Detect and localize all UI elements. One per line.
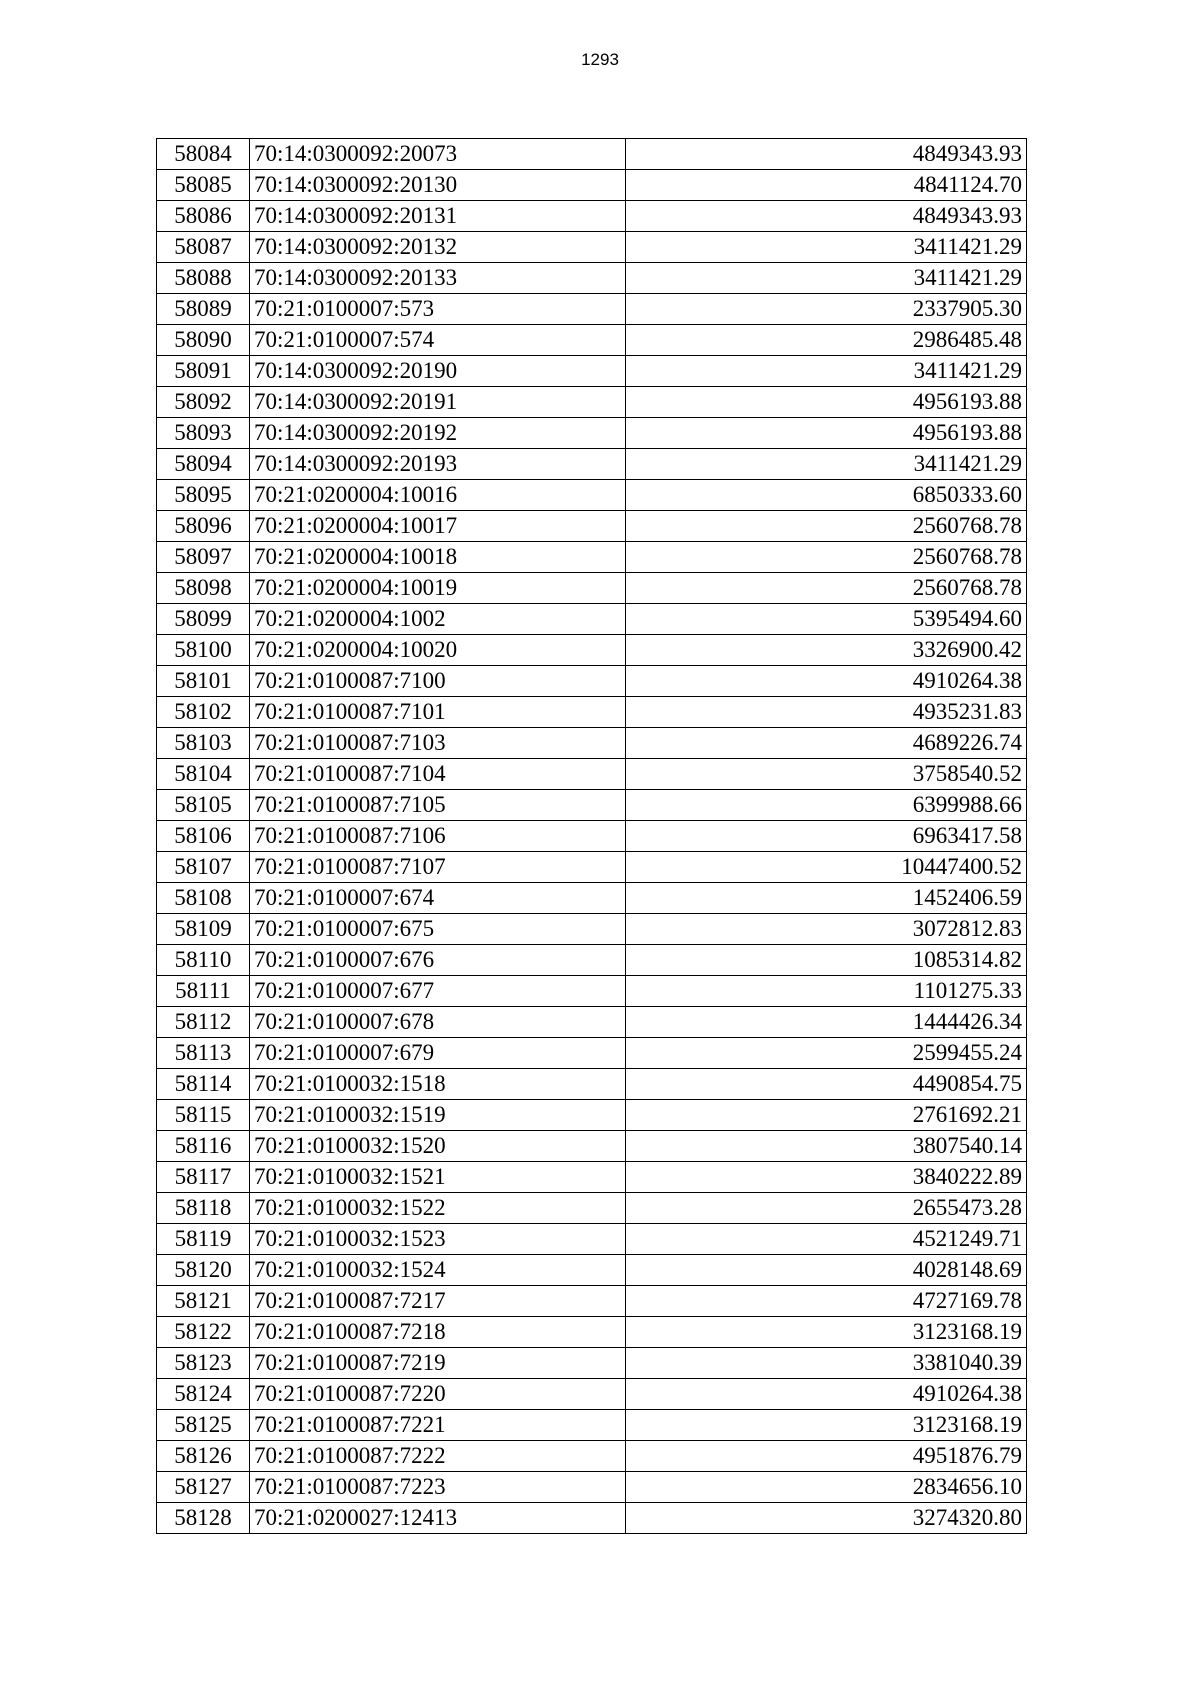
row-number-cell: 58100 — [157, 635, 250, 666]
row-number-cell: 58124 — [157, 1379, 250, 1410]
cadastral-number-cell: 70:21:0100007:573 — [250, 294, 626, 325]
row-number-cell: 58114 — [157, 1069, 250, 1100]
cadastral-value-cell: 3840222.89 — [626, 1162, 1027, 1193]
table-row — [157, 945, 1027, 976]
cadastral-value-cell: 2560768.78 — [626, 542, 1027, 573]
table-row — [157, 201, 1027, 232]
table-row — [157, 914, 1027, 945]
row-number-cell: 58103 — [157, 728, 250, 759]
row-number-cell: 58110 — [157, 945, 250, 976]
cadastral-value-cell: 3411421.29 — [626, 356, 1027, 387]
cadastral-value-cell: 3411421.29 — [626, 449, 1027, 480]
table-row — [157, 1069, 1027, 1100]
cadastral-value-cell: 2655473.28 — [626, 1193, 1027, 1224]
table-row — [157, 263, 1027, 294]
cadastral-number-cell: 70:21:0100032:1518 — [250, 1069, 626, 1100]
table-row — [157, 449, 1027, 480]
cadastral-number-cell: 70:21:0100032:1519 — [250, 1100, 626, 1131]
row-number-cell: 58119 — [157, 1224, 250, 1255]
table-row — [157, 1503, 1027, 1534]
cadastral-value-cell: 3411421.29 — [626, 263, 1027, 294]
cadastral-number-cell: 70:21:0100007:675 — [250, 914, 626, 945]
cadastral-number-cell: 70:14:0300092:20192 — [250, 418, 626, 449]
row-number-cell: 58099 — [157, 604, 250, 635]
cadastral-number-cell: 70:14:0300092:20191 — [250, 387, 626, 418]
row-number-cell: 58098 — [157, 573, 250, 604]
row-number-cell: 58088 — [157, 263, 250, 294]
cadastral-value-cell: 4028148.69 — [626, 1255, 1027, 1286]
table-row — [157, 325, 1027, 356]
cadastral-value-cell: 4521249.71 — [626, 1224, 1027, 1255]
cadastral-value-cell: 5395494.60 — [626, 604, 1027, 635]
table-row — [157, 1038, 1027, 1069]
cadastral-value-cell: 3123168.19 — [626, 1410, 1027, 1441]
cadastral-number-cell: 70:21:0100087:7218 — [250, 1317, 626, 1348]
table-row — [157, 666, 1027, 697]
cadastral-value-cell: 3381040.39 — [626, 1348, 1027, 1379]
row-number-cell: 58096 — [157, 511, 250, 542]
cadastral-number-cell: 70:21:0100087:7100 — [250, 666, 626, 697]
table-row — [157, 573, 1027, 604]
cadastral-number-cell: 70:21:0100087:7220 — [250, 1379, 626, 1410]
row-number-cell: 58111 — [157, 976, 250, 1007]
cadastral-number-cell: 70:21:0100087:7105 — [250, 790, 626, 821]
cadastral-value-table — [156, 138, 1027, 1534]
cadastral-value-cell: 2834656.10 — [626, 1472, 1027, 1503]
table-row — [157, 1317, 1027, 1348]
table-row — [157, 1193, 1027, 1224]
page-number: 1293 — [581, 50, 619, 69]
row-number-cell: 58093 — [157, 418, 250, 449]
table-row — [157, 139, 1027, 170]
cadastral-number-cell: 70:21:0100087:7103 — [250, 728, 626, 759]
cadastral-value-cell: 4689226.74 — [626, 728, 1027, 759]
table-row — [157, 728, 1027, 759]
cadastral-number-cell: 70:14:0300092:20133 — [250, 263, 626, 294]
table-row — [157, 1441, 1027, 1472]
row-number-cell: 58122 — [157, 1317, 250, 1348]
cadastral-value-cell: 3326900.42 — [626, 635, 1027, 666]
row-number-cell: 58105 — [157, 790, 250, 821]
row-number-cell: 58115 — [157, 1100, 250, 1131]
cadastral-value-cell: 4956193.88 — [626, 418, 1027, 449]
cadastral-number-cell: 70:21:0200004:10017 — [250, 511, 626, 542]
table-row — [157, 1410, 1027, 1441]
row-number-cell: 58108 — [157, 883, 250, 914]
table-row — [157, 697, 1027, 728]
cadastral-value-cell: 6399988.66 — [626, 790, 1027, 821]
table-row — [157, 1131, 1027, 1162]
table-row — [157, 1472, 1027, 1503]
table-body — [157, 139, 1027, 1534]
row-number-cell: 58092 — [157, 387, 250, 418]
cadastral-number-cell: 70:21:0100087:7222 — [250, 1441, 626, 1472]
cadastral-number-cell: 70:21:0100007:674 — [250, 883, 626, 914]
table-row — [157, 1162, 1027, 1193]
cadastral-value-cell: 1101275.33 — [626, 976, 1027, 1007]
cadastral-value-cell: 3274320.80 — [626, 1503, 1027, 1534]
cadastral-value-cell: 4951876.79 — [626, 1441, 1027, 1472]
cadastral-number-cell: 70:21:0200027:12413 — [250, 1503, 626, 1534]
cadastral-number-cell: 70:21:0100087:7223 — [250, 1472, 626, 1503]
row-number-cell: 58128 — [157, 1503, 250, 1534]
cadastral-value-cell: 3807540.14 — [626, 1131, 1027, 1162]
cadastral-number-cell: 70:14:0300092:20132 — [250, 232, 626, 263]
cadastral-number-cell: 70:14:0300092:20130 — [250, 170, 626, 201]
row-number-cell: 58101 — [157, 666, 250, 697]
row-number-cell: 58121 — [157, 1286, 250, 1317]
row-number-cell: 58113 — [157, 1038, 250, 1069]
cadastral-number-cell: 70:21:0100087:7101 — [250, 697, 626, 728]
cadastral-number-cell: 70:21:0100087:7219 — [250, 1348, 626, 1379]
table-row — [157, 852, 1027, 883]
row-number-cell: 58109 — [157, 914, 250, 945]
row-number-cell: 58086 — [157, 201, 250, 232]
cadastral-value-cell: 4727169.78 — [626, 1286, 1027, 1317]
cadastral-value-cell: 4956193.88 — [626, 387, 1027, 418]
table-row — [157, 356, 1027, 387]
table-row — [157, 883, 1027, 914]
cadastral-number-cell: 70:21:0100087:7221 — [250, 1410, 626, 1441]
table-row — [157, 1007, 1027, 1038]
row-number-cell: 58127 — [157, 1472, 250, 1503]
cadastral-value-cell: 1085314.82 — [626, 945, 1027, 976]
cadastral-value-cell: 2560768.78 — [626, 573, 1027, 604]
cadastral-value-cell: 2599455.24 — [626, 1038, 1027, 1069]
cadastral-number-cell: 70:21:0100007:677 — [250, 976, 626, 1007]
table-row — [157, 1255, 1027, 1286]
table-row — [157, 821, 1027, 852]
table-row — [157, 976, 1027, 1007]
cadastral-number-cell: 70:21:0100032:1520 — [250, 1131, 626, 1162]
row-number-cell: 58104 — [157, 759, 250, 790]
cadastral-number-cell: 70:21:0100032:1523 — [250, 1224, 626, 1255]
cadastral-value-cell: 3123168.19 — [626, 1317, 1027, 1348]
cadastral-value-cell: 4935231.83 — [626, 697, 1027, 728]
table-row — [157, 1348, 1027, 1379]
cadastral-value-cell: 6963417.58 — [626, 821, 1027, 852]
row-number-cell: 58097 — [157, 542, 250, 573]
cadastral-number-cell: 70:21:0200004:1002 — [250, 604, 626, 635]
cadastral-number-cell: 70:21:0100087:7104 — [250, 759, 626, 790]
row-number-cell: 58095 — [157, 480, 250, 511]
cadastral-number-cell: 70:14:0300092:20073 — [250, 139, 626, 170]
cadastral-value-cell: 4910264.38 — [626, 666, 1027, 697]
table-row — [157, 542, 1027, 573]
table-row — [157, 170, 1027, 201]
cadastral-number-cell: 70:21:0100007:679 — [250, 1038, 626, 1069]
row-number-cell: 58118 — [157, 1193, 250, 1224]
cadastral-number-cell: 70:21:0100087:7106 — [250, 821, 626, 852]
row-number-cell: 58087 — [157, 232, 250, 263]
row-number-cell: 58106 — [157, 821, 250, 852]
cadastral-value-cell: 2337905.30 — [626, 294, 1027, 325]
cadastral-value-cell: 6850333.60 — [626, 480, 1027, 511]
row-number-cell: 58125 — [157, 1410, 250, 1441]
row-number-cell: 58094 — [157, 449, 250, 480]
row-number-cell: 58102 — [157, 697, 250, 728]
table-row — [157, 1100, 1027, 1131]
table-row — [157, 790, 1027, 821]
cadastral-value-cell: 3072812.83 — [626, 914, 1027, 945]
table-row — [157, 1224, 1027, 1255]
table-row — [157, 635, 1027, 666]
cadastral-value-cell: 4910264.38 — [626, 1379, 1027, 1410]
cadastral-number-cell: 70:21:0200004:10018 — [250, 542, 626, 573]
table-row — [157, 759, 1027, 790]
cadastral-number-cell: 70:21:0100087:7107 — [250, 852, 626, 883]
cadastral-number-cell: 70:14:0300092:20131 — [250, 201, 626, 232]
row-number-cell: 58126 — [157, 1441, 250, 1472]
cadastral-value-cell: 4841124.70 — [626, 170, 1027, 201]
cadastral-number-cell: 70:14:0300092:20190 — [250, 356, 626, 387]
cadastral-number-cell: 70:21:0200004:10020 — [250, 635, 626, 666]
row-number-cell: 58117 — [157, 1162, 250, 1193]
cadastral-value-cell: 4849343.93 — [626, 139, 1027, 170]
cadastral-number-cell: 70:21:0100032:1522 — [250, 1193, 626, 1224]
cadastral-value-cell: 2986485.48 — [626, 325, 1027, 356]
cadastral-number-cell: 70:21:0100032:1524 — [250, 1255, 626, 1286]
table-row — [157, 604, 1027, 635]
cadastral-number-cell: 70:21:0100007:574 — [250, 325, 626, 356]
cadastral-value-cell: 4849343.93 — [626, 201, 1027, 232]
row-number-cell: 58084 — [157, 139, 250, 170]
row-number-cell: 58123 — [157, 1348, 250, 1379]
table-row — [157, 232, 1027, 263]
cadastral-number-cell: 70:21:0100007:678 — [250, 1007, 626, 1038]
row-number-cell: 58112 — [157, 1007, 250, 1038]
cadastral-value-cell: 2560768.78 — [626, 511, 1027, 542]
row-number-cell: 58107 — [157, 852, 250, 883]
row-number-cell: 58089 — [157, 294, 250, 325]
table-row — [157, 294, 1027, 325]
cadastral-value-cell: 4490854.75 — [626, 1069, 1027, 1100]
cadastral-value-cell: 1452406.59 — [626, 883, 1027, 914]
row-number-cell: 58120 — [157, 1255, 250, 1286]
cadastral-number-cell: 70:21:0200004:10016 — [250, 480, 626, 511]
cadastral-value-cell: 3411421.29 — [626, 232, 1027, 263]
row-number-cell: 58116 — [157, 1131, 250, 1162]
table-row — [157, 387, 1027, 418]
table-row — [157, 1379, 1027, 1410]
cadastral-number-cell: 70:14:0300092:20193 — [250, 449, 626, 480]
table-row — [157, 1286, 1027, 1317]
row-number-cell: 58085 — [157, 170, 250, 201]
cadastral-value-cell: 3758540.52 — [626, 759, 1027, 790]
cadastral-number-cell: 70:21:0100007:676 — [250, 945, 626, 976]
cadastral-number-cell: 70:21:0100087:7217 — [250, 1286, 626, 1317]
cadastral-number-cell: 70:21:0200004:10019 — [250, 573, 626, 604]
table-row — [157, 511, 1027, 542]
cadastral-number-cell: 70:21:0100032:1521 — [250, 1162, 626, 1193]
row-number-cell: 58090 — [157, 325, 250, 356]
cadastral-value-cell: 1444426.34 — [626, 1007, 1027, 1038]
cadastral-value-cell: 10447400.52 — [626, 852, 1027, 883]
row-number-cell: 58091 — [157, 356, 250, 387]
table-row — [157, 480, 1027, 511]
cadastral-value-cell: 2761692.21 — [626, 1100, 1027, 1131]
table-row — [157, 418, 1027, 449]
